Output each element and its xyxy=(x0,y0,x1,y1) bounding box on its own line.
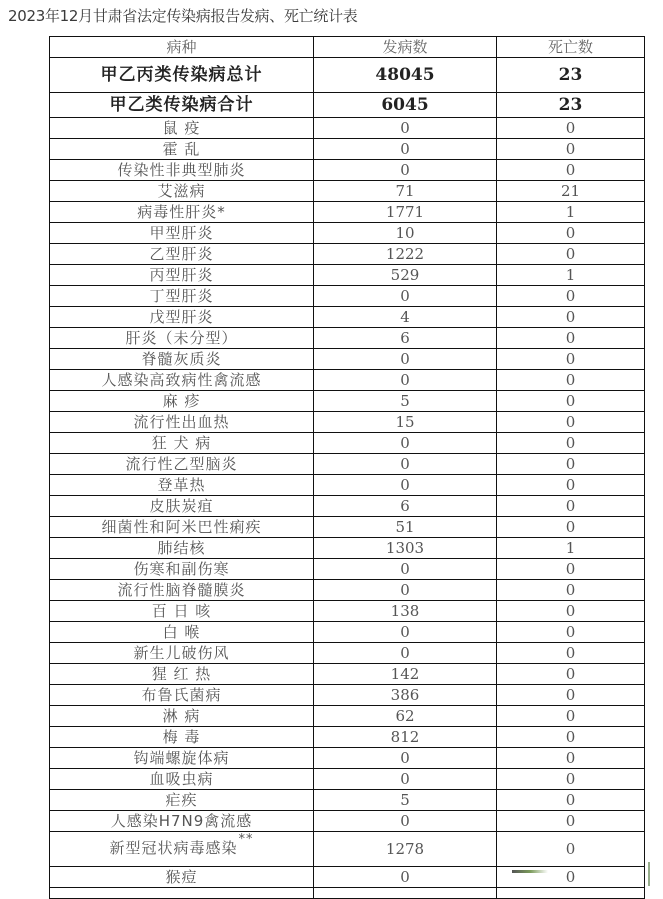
disease-name: 血吸虫病 xyxy=(50,769,314,790)
grand-total-row xyxy=(50,58,645,93)
disease-name: 流行性脑脊髓膜炎 xyxy=(50,580,314,601)
death-count: 0 xyxy=(497,559,645,580)
table-row xyxy=(50,685,645,706)
disease-name: 细菌性和阿米巴性痢疾 xyxy=(50,517,314,538)
case-count: 0 xyxy=(314,433,497,454)
case-count: 71 xyxy=(314,181,497,202)
disease-name: 脊髓灰质炎 xyxy=(50,349,314,370)
table-row xyxy=(50,370,645,391)
case-count: 0 xyxy=(314,643,497,664)
case-count: 0 xyxy=(314,867,497,888)
table-row xyxy=(50,244,645,265)
disease-name: 病毒性肝炎* xyxy=(50,202,314,223)
table-row xyxy=(50,139,645,160)
total-cases: 48045 xyxy=(314,58,497,93)
death-count: 1 xyxy=(497,265,645,286)
case-count: 1771 xyxy=(314,202,497,223)
header-disease: 病种 xyxy=(50,37,314,58)
subtotal-cases: 6045 xyxy=(314,93,497,118)
disease-name: 新生儿破伤风 xyxy=(50,643,314,664)
disease-name: 肝炎（未分型） xyxy=(50,328,314,349)
disease-name: 梅 毒 xyxy=(50,727,314,748)
table-row xyxy=(50,601,645,622)
case-count: 0 xyxy=(314,454,497,475)
death-count: 0 xyxy=(497,475,645,496)
disease-name: 疟疾 xyxy=(50,790,314,811)
case-count: 6 xyxy=(314,328,497,349)
death-count: 0 xyxy=(497,811,645,832)
table-row xyxy=(50,559,645,580)
disease-name: 狂 犬 病 xyxy=(50,433,314,454)
case-count: 0 xyxy=(314,370,497,391)
death-count: 0 xyxy=(497,867,645,888)
disease-name: 皮肤炭疽 xyxy=(50,496,314,517)
case-count: 0 xyxy=(314,139,497,160)
case-count: 5 xyxy=(314,391,497,412)
death-count: 0 xyxy=(497,244,645,265)
table-row xyxy=(50,328,645,349)
death-count: 0 xyxy=(497,286,645,307)
disease-name: 传染性非典型肺炎 xyxy=(50,160,314,181)
table-row xyxy=(50,181,645,202)
disease-name: 流行性乙型脑炎 xyxy=(50,454,314,475)
death-count: 0 xyxy=(497,307,645,328)
footnote-marker: ** xyxy=(238,832,254,847)
table-row xyxy=(50,790,645,811)
covid-label: 新型冠状病毒感染 xyxy=(109,839,238,857)
disease-name: 人感染高致病性禽流感 xyxy=(50,370,314,391)
case-count: 51 xyxy=(314,517,497,538)
death-count: 0 xyxy=(497,391,645,412)
case-count: 0 xyxy=(314,349,497,370)
death-count: 0 xyxy=(497,601,645,622)
disease-name: 淋 病 xyxy=(50,706,314,727)
death-count: 0 xyxy=(497,517,645,538)
case-count: 1303 xyxy=(314,538,497,559)
case-count: 0 xyxy=(314,286,497,307)
case-count: 15 xyxy=(314,412,497,433)
covid-row xyxy=(50,832,645,867)
total-label: 甲乙丙类传染病总计 xyxy=(50,58,314,93)
death-count: 0 xyxy=(497,349,645,370)
table-row xyxy=(50,286,645,307)
table-row xyxy=(50,643,645,664)
table-row xyxy=(50,748,645,769)
table-row xyxy=(50,202,645,223)
header-deaths: 死亡数 xyxy=(497,37,645,58)
disease-name: 肺结核 xyxy=(50,538,314,559)
death-count: 0 xyxy=(497,496,645,517)
case-count: 0 xyxy=(314,160,497,181)
table-row xyxy=(50,706,645,727)
disease-name: 白 喉 xyxy=(50,622,314,643)
table-header-row xyxy=(50,37,645,58)
disease-name: 猴痘 xyxy=(50,867,314,888)
death-count: 21 xyxy=(497,181,645,202)
case-count: 0 xyxy=(314,559,497,580)
table-row xyxy=(50,391,645,412)
case-count: 62 xyxy=(314,706,497,727)
death-count: 0 xyxy=(497,832,645,867)
death-count: 0 xyxy=(497,328,645,349)
table-row xyxy=(50,622,645,643)
page-title: 2023年12月甘肃省法定传染病报告发病、死亡统计表 xyxy=(8,7,358,25)
table-row xyxy=(50,727,645,748)
header-cases: 发病数 xyxy=(314,37,497,58)
death-count: 0 xyxy=(497,139,645,160)
table-row xyxy=(50,454,645,475)
case-count: 812 xyxy=(314,727,497,748)
table-row xyxy=(50,517,645,538)
watermark-bar-icon xyxy=(648,862,650,886)
death-count: 0 xyxy=(497,664,645,685)
table-row xyxy=(50,496,645,517)
case-count: 0 xyxy=(314,748,497,769)
statistics-table xyxy=(49,36,645,899)
truncated-cell xyxy=(50,888,314,899)
death-count: 0 xyxy=(497,706,645,727)
death-count: 0 xyxy=(497,370,645,391)
disease-name: 猩 红 热 xyxy=(50,664,314,685)
death-count: 0 xyxy=(497,223,645,244)
death-count: 1 xyxy=(497,202,645,223)
death-count: 0 xyxy=(497,412,645,433)
case-count: 10 xyxy=(314,223,497,244)
death-count: 0 xyxy=(497,769,645,790)
disease-name: 麻 疹 xyxy=(50,391,314,412)
case-count: 529 xyxy=(314,265,497,286)
table-row xyxy=(50,223,645,244)
death-count: 0 xyxy=(497,454,645,475)
table-row xyxy=(50,265,645,286)
disease-name: 艾滋病 xyxy=(50,181,314,202)
disease-name: 流行性出血热 xyxy=(50,412,314,433)
table-row xyxy=(50,538,645,559)
total-deaths: 23 xyxy=(497,58,645,93)
case-count: 1278 xyxy=(314,832,497,867)
death-count: 0 xyxy=(497,118,645,139)
table-row xyxy=(50,118,645,139)
case-count: 0 xyxy=(314,769,497,790)
case-count: 0 xyxy=(314,622,497,643)
case-count: 6 xyxy=(314,496,497,517)
death-count: 0 xyxy=(497,622,645,643)
death-count: 0 xyxy=(497,433,645,454)
truncated-cell xyxy=(497,888,645,899)
disease-name: 丁型肝炎 xyxy=(50,286,314,307)
case-count: 0 xyxy=(314,118,497,139)
disease-name: 霍 乱 xyxy=(50,139,314,160)
death-count: 0 xyxy=(497,160,645,181)
table-row xyxy=(50,769,645,790)
case-count: 0 xyxy=(314,580,497,601)
disease-name: 鼠 疫 xyxy=(50,118,314,139)
table-row xyxy=(50,433,645,454)
mpox-row xyxy=(50,867,645,888)
disease-name: 布鲁氏菌病 xyxy=(50,685,314,706)
disease-name: 人感染H7N9禽流感 xyxy=(50,811,314,832)
table-row xyxy=(50,664,645,685)
death-count: 1 xyxy=(497,538,645,559)
table-row xyxy=(50,811,645,832)
disease-name: 登革热 xyxy=(50,475,314,496)
table-row xyxy=(50,349,645,370)
table-row xyxy=(50,160,645,181)
death-count: 0 xyxy=(497,748,645,769)
table-row xyxy=(50,580,645,601)
subtotal-deaths: 23 xyxy=(497,93,645,118)
disease-name: 钩端螺旋体病 xyxy=(50,748,314,769)
case-count: 0 xyxy=(314,475,497,496)
disease-name: 伤寒和副伤寒 xyxy=(50,559,314,580)
subtotal-row xyxy=(50,93,645,118)
case-count: 142 xyxy=(314,664,497,685)
death-count: 0 xyxy=(497,643,645,664)
table-row xyxy=(50,475,645,496)
disease-name: 丙型肝炎 xyxy=(50,265,314,286)
case-count: 1222 xyxy=(314,244,497,265)
disease-name: 百 日 咳 xyxy=(50,601,314,622)
table-row xyxy=(50,412,645,433)
subtotal-label: 甲乙类传染病合计 xyxy=(50,93,314,118)
disease-name: 甲型肝炎 xyxy=(50,223,314,244)
disease-name: 乙型肝炎 xyxy=(50,244,314,265)
truncated-cell xyxy=(314,888,497,899)
death-count: 0 xyxy=(497,580,645,601)
case-count: 4 xyxy=(314,307,497,328)
death-count: 0 xyxy=(497,727,645,748)
death-count: 0 xyxy=(497,685,645,706)
disease-name: 戊型肝炎 xyxy=(50,307,314,328)
case-count: 386 xyxy=(314,685,497,706)
case-count: 0 xyxy=(314,811,497,832)
truncated-row xyxy=(50,888,645,899)
case-count: 138 xyxy=(314,601,497,622)
case-count: 5 xyxy=(314,790,497,811)
table-row xyxy=(50,307,645,328)
death-count: 0 xyxy=(497,790,645,811)
disease-name xyxy=(50,832,314,867)
